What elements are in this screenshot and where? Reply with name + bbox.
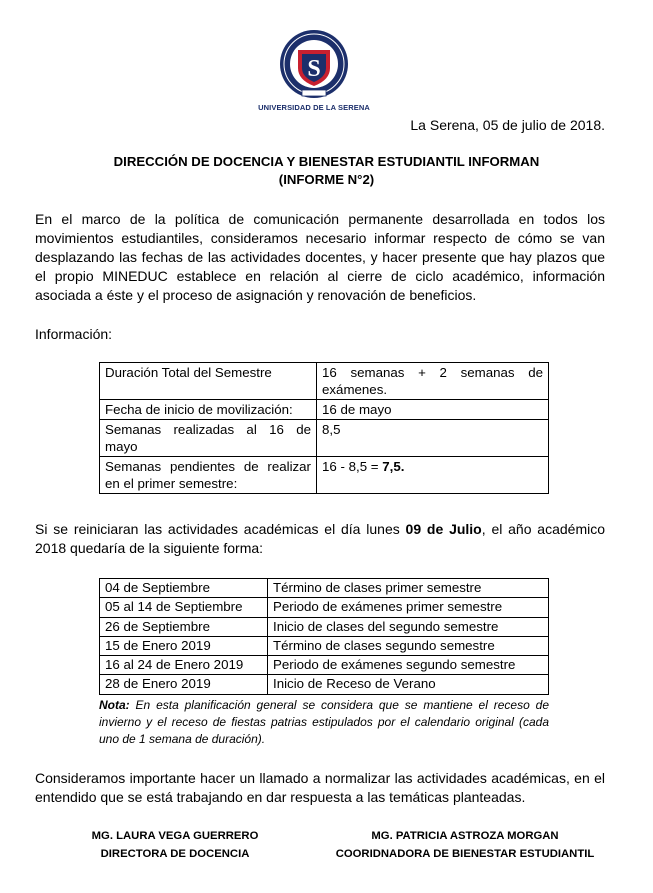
schedule-date: 15 de Enero 2019 bbox=[100, 636, 268, 655]
closing-paragraph: Consideramos importante hacer un llamado a normalizar las actividades académicas, en el entendido que se está trabajando en dar respuesta a las temáticas planteadas. bbox=[35, 770, 605, 805]
schedule-date: 16 al 24 de Enero 2019 bbox=[100, 656, 268, 675]
signatory-name: MG. LAURA VEGA GUERRERO bbox=[91, 830, 259, 842]
note-label: Nota: bbox=[99, 698, 130, 712]
info-value-cell: 16 semanas + 2 semanas de exámenes. bbox=[317, 363, 549, 400]
info-label-cell: Semanas realizadas al 16 de mayo bbox=[100, 420, 317, 457]
restart-date: 09 de Julio bbox=[405, 521, 482, 537]
table-row bbox=[100, 457, 549, 494]
signature-block bbox=[320, 827, 610, 863]
document-title bbox=[0, 153, 653, 189]
table-row bbox=[100, 617, 549, 636]
schedule-event: Inicio de clases del segundo semestre bbox=[268, 617, 549, 636]
info-label-cell: Fecha de inicio de movilización: bbox=[100, 400, 317, 420]
note-text: En esta planificación general se considera que se mantiene el receso de invierno y el receso de fiestas patrias estipulados por el calendario original (cada uno de 1 semana de duración). bbox=[99, 698, 549, 746]
schedule-event: Término de clases segundo semestre bbox=[268, 636, 549, 655]
table-row bbox=[100, 636, 549, 655]
document-date: La Serena, 05 de julio de 2018. bbox=[410, 117, 605, 133]
info-value-bold: 7,5. bbox=[382, 459, 405, 474]
logo-text: UNIVERSIDAD DE LA SERENA bbox=[258, 103, 370, 112]
info-value-cell bbox=[317, 457, 549, 494]
table-row bbox=[100, 656, 549, 675]
paragraph-text: Si se reiniciaran las actividades académicas el día lunes bbox=[35, 521, 406, 537]
table-row bbox=[100, 363, 549, 400]
info-value-cell: 8,5 bbox=[317, 420, 549, 457]
table-row bbox=[100, 400, 549, 420]
table-row bbox=[100, 598, 549, 617]
info-table bbox=[99, 362, 549, 494]
schedule-event: Periodo de exámenes segundo semestre bbox=[268, 656, 549, 675]
schedule-event: Periodo de exámenes primer semestre bbox=[268, 598, 549, 617]
schedule-event: Inicio de Receso de Verano bbox=[268, 675, 549, 694]
table-row bbox=[100, 579, 549, 598]
schedule-date: 28 de Enero 2019 bbox=[100, 675, 268, 694]
signature-block bbox=[70, 827, 280, 863]
signatory-role: DIRECTORA DE DOCENCIA bbox=[100, 848, 250, 860]
signatory-name: MG. PATRICIA ASTROZA MORGAN bbox=[371, 830, 559, 842]
schedule-date: 05 al 14 de Septiembre bbox=[100, 598, 268, 617]
schedule-date: 04 de Septiembre bbox=[100, 579, 268, 598]
schedule-table bbox=[99, 578, 549, 695]
svg-text:S: S bbox=[307, 56, 321, 82]
title-line-1: DIRECCIÓN DE DOCENCIA Y BIENESTAR ESTUDIANTIL INFORMAN bbox=[113, 154, 540, 169]
table-row bbox=[100, 675, 549, 694]
info-value-cell: 16 de mayo bbox=[317, 400, 549, 420]
info-label-cell: Semanas pendientes de realizar en el primer semestre: bbox=[100, 457, 317, 494]
info-label: Información: bbox=[35, 326, 113, 342]
paragraph-text: , el año académico 2018 quedaría de la siguiente forma: bbox=[35, 521, 606, 556]
schedule-date: 26 de Septiembre bbox=[100, 617, 268, 636]
note bbox=[99, 697, 549, 748]
schedule-event: Término de clases primer semestre bbox=[268, 579, 549, 598]
table-row bbox=[100, 420, 549, 457]
signatory-role: COORIDNADORA DE BIENESTAR ESTUDIANTIL bbox=[335, 848, 595, 860]
info-label-cell: Duración Total del Semestre bbox=[100, 363, 317, 400]
info-value-prefix: 16 - 8,5 = bbox=[322, 459, 383, 474]
schedule-intro-paragraph bbox=[35, 520, 605, 558]
title-line-2: (INFORME N°2) bbox=[278, 172, 375, 187]
intro-paragraph: En el marco de la política de comunicación permanente desarrollada en todos los movimientos estudiantiles, consideramos necesario informar respecto de cómo se van desplazando las fechas de las actividades docentes, y hacer presente que hay plazos que el propio MINEDUC establece en relación al cierre de ciclo académico, información asociada a éste y el proceso de asignación y renovación de beneficios. bbox=[35, 211, 605, 303]
